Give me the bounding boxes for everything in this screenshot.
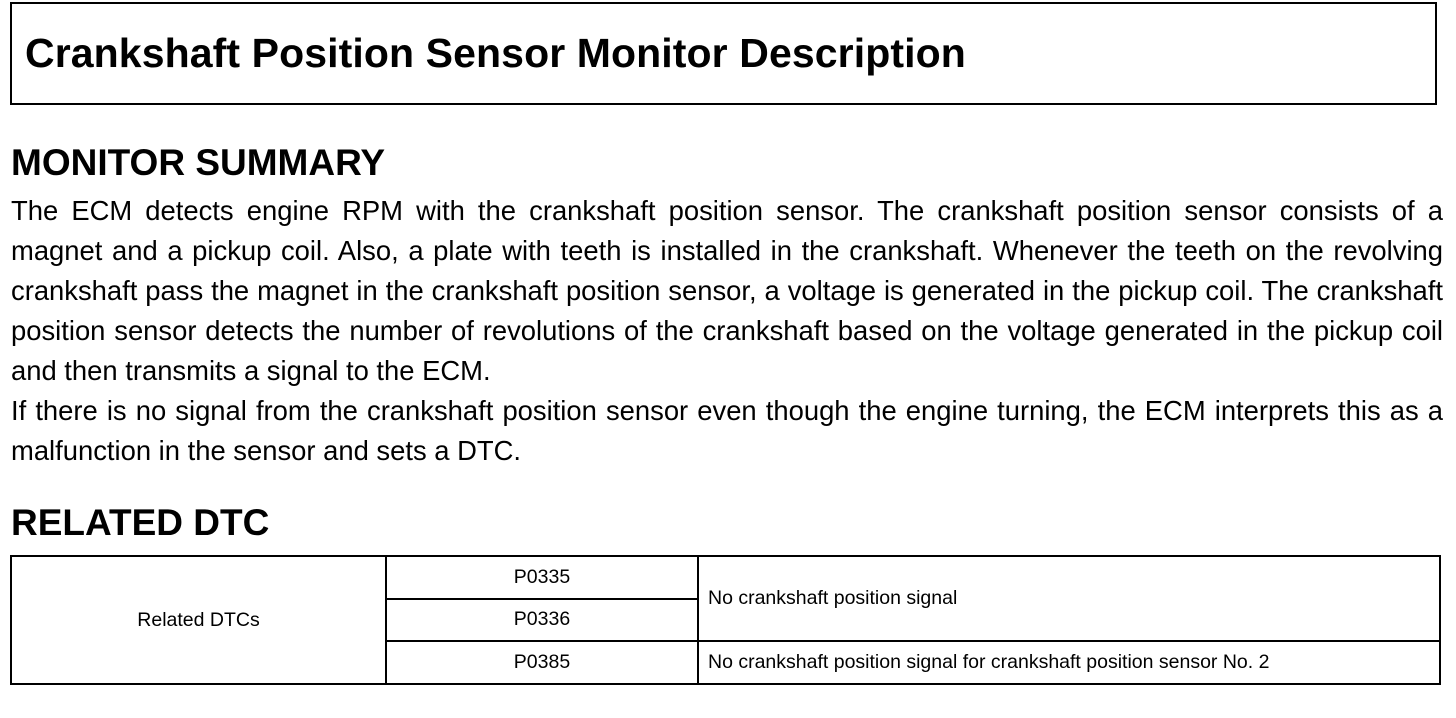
title-box	[10, 2, 1437, 105]
dtc-code-p0335: P0335	[386, 556, 698, 599]
table-row	[11, 556, 1440, 599]
dtc-description-no-signal: No crankshaft position signal	[698, 556, 1440, 641]
related-dtc-heading: RELATED DTC	[11, 502, 270, 543]
page-title: Crankshaft Position Sensor Monitor Description	[25, 30, 966, 76]
related-dtcs-label: Related DTCs	[11, 556, 386, 684]
dtc-code-p0385: P0385	[386, 641, 698, 684]
dtc-description-sensor-2: No crankshaft position signal for crankshaft position sensor No. 2	[698, 641, 1440, 684]
dtc-code-p0336: P0336	[386, 599, 698, 642]
monitor-summary-heading: MONITOR SUMMARY	[11, 142, 386, 183]
monitor-summary-paragraph-2: If there is no signal from the crankshaft position sensor even though the engine turning, the ECM interprets this as a malfunction in the sensor and sets a DTC.	[11, 395, 1443, 466]
monitor-summary-paragraph-1: The ECM detects engine RPM with the crankshaft position sensor. The crankshaft position sensor consists of a magnet and a pickup coil. Also, a plate with teeth is installed in the crankshaft. Whenever the teeth on the revolving crankshaft pass the magnet in the crankshaft position sensor, a voltage is generated in the pickup coil. The crankshaft position sensor detects the number of revolutions of the crankshaft based on the voltage generated in the pickup coil and then transmits a signal to the ECM.	[11, 195, 1443, 386]
related-dtc-table	[10, 555, 1441, 685]
